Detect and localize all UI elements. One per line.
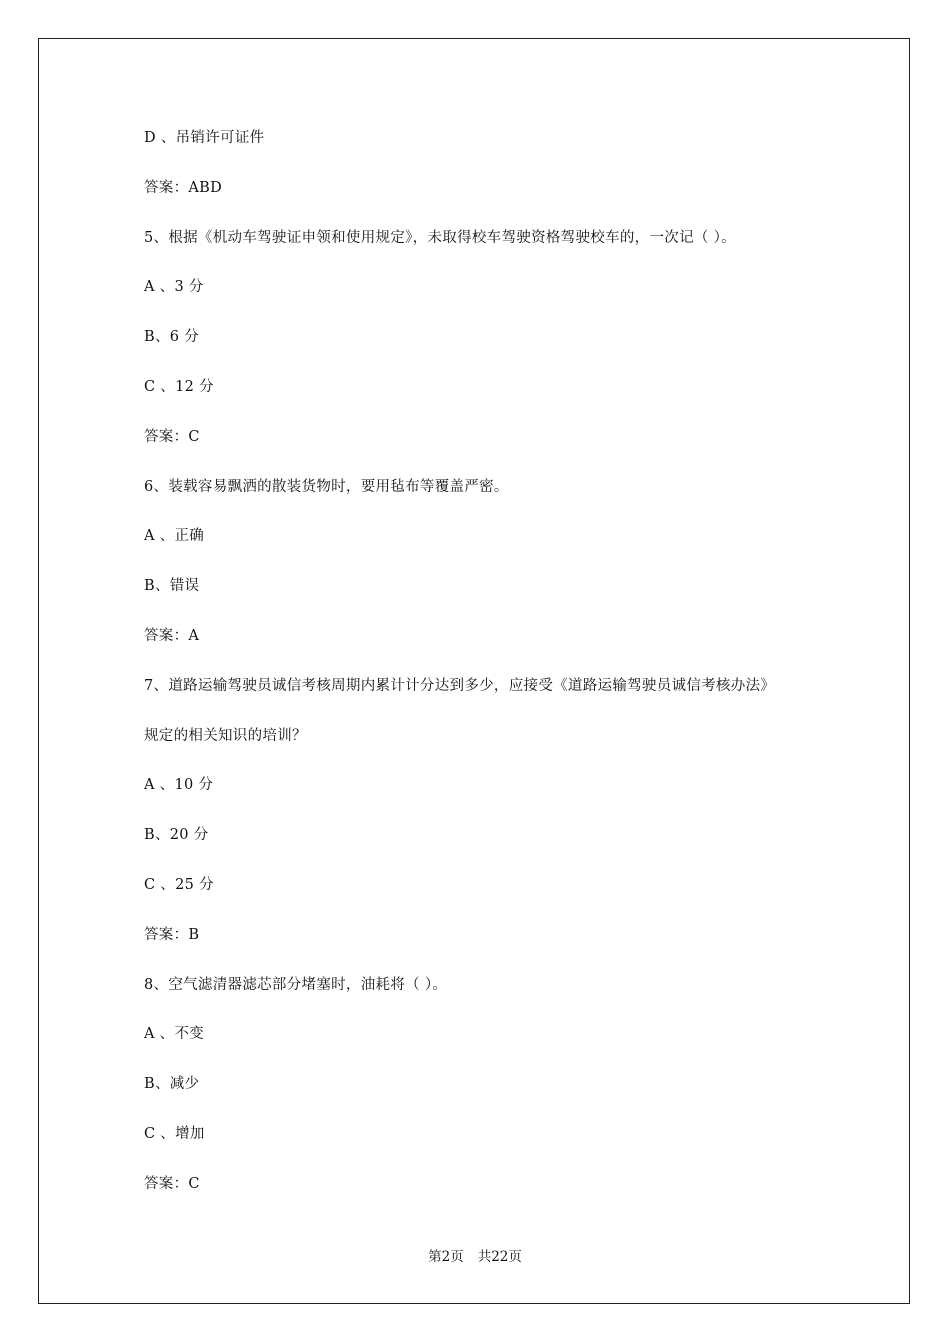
q5-option-b: B、6 分 bbox=[144, 329, 199, 346]
q5-option-a: A 、3 分 bbox=[144, 279, 204, 296]
question-7: 7、道路运输驾驶员诚信考核周期内累计计分达到多少，应接受《道路运输驾驶员诚信考核办法》 bbox=[144, 677, 776, 694]
total-pages: 共22页 bbox=[477, 1249, 522, 1265]
q7-option-a: A 、10 分 bbox=[144, 777, 214, 794]
answer-q8: 答案：C bbox=[144, 1175, 200, 1192]
q5-option-c: C 、12 分 bbox=[144, 378, 214, 395]
q8-option-b: B、减少 bbox=[144, 1076, 200, 1093]
q6-option-b: B、错误 bbox=[144, 578, 200, 595]
answer-q6: 答案：A bbox=[144, 627, 200, 644]
page-number: 第2页 bbox=[428, 1249, 464, 1265]
q6-option-a: A 、正确 bbox=[144, 528, 205, 545]
question-7-continued: 规定的相关知识的培训？ bbox=[144, 727, 307, 744]
document-body bbox=[144, 127, 844, 1223]
q7-option-c: C 、25 分 bbox=[144, 876, 214, 893]
q8-option-a: A 、不变 bbox=[144, 1026, 205, 1043]
question-6: 6、装载容易飘洒的散装货物时，要用毡布等覆盖严密。 bbox=[144, 478, 509, 495]
option-d-revoke-license: D 、吊销许可证件 bbox=[144, 130, 265, 146]
q7-option-b: B、20 分 bbox=[144, 827, 209, 844]
question-5: 5、根据《机动车驾驶证申领和使用规定》，未取得校车驾驶资格驾驶校车的，一次记（ ）。 bbox=[144, 229, 736, 246]
page-footer bbox=[0, 1247, 950, 1267]
answer-q4: 答案：ABD bbox=[144, 179, 223, 196]
q8-option-c: C 、增加 bbox=[144, 1125, 205, 1142]
question-8: 8、空气滤清器滤芯部分堵塞时，油耗将（ ）。 bbox=[144, 976, 448, 993]
answer-q5: 答案：C bbox=[144, 428, 200, 445]
answer-q7: 答案：B bbox=[144, 926, 200, 943]
